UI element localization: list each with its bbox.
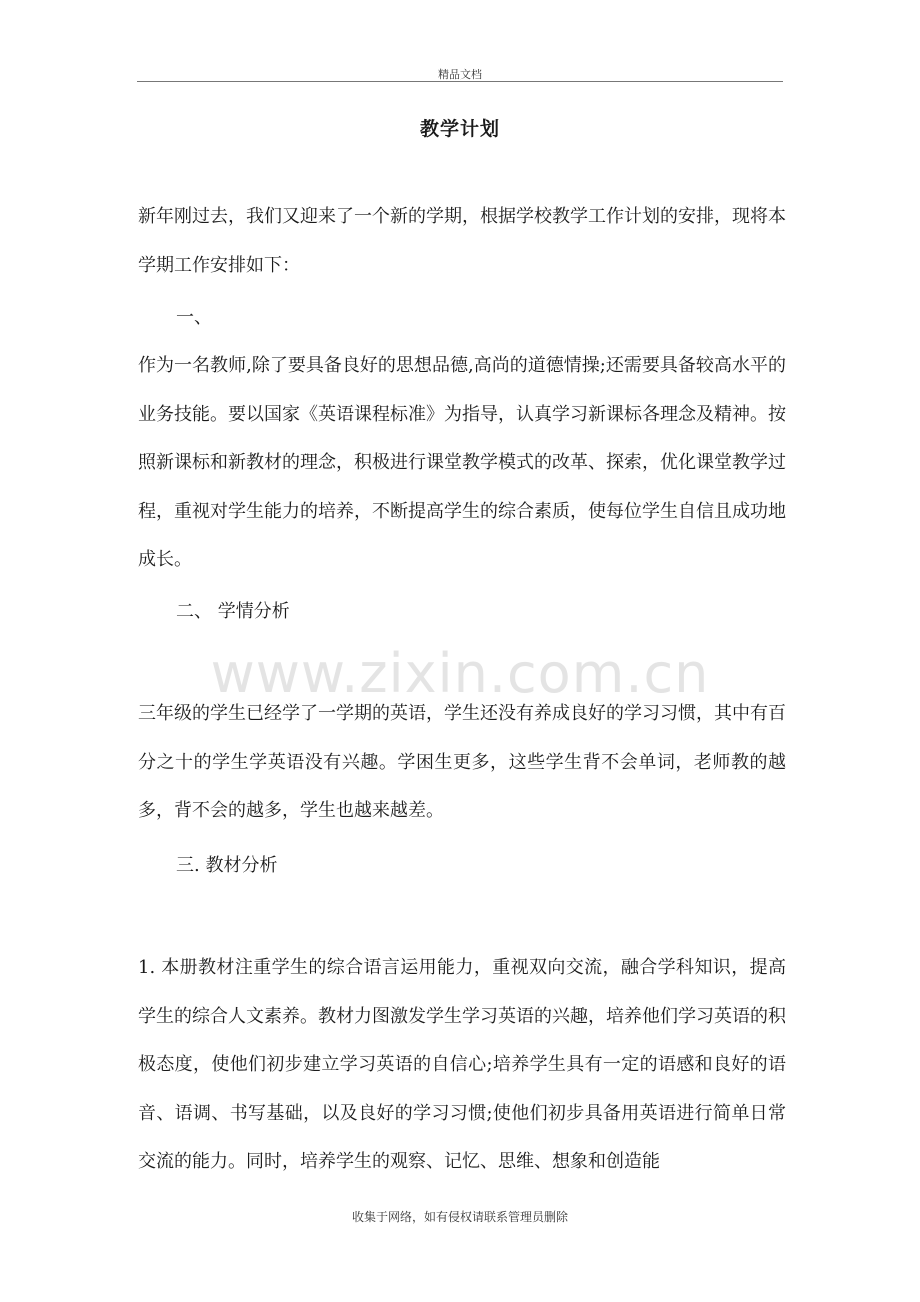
document-title: 教学计划 [419,118,500,140]
section-1-heading: 一、 [176,307,212,328]
section-2-paragraph: 三年级的学生已经学了一学期的英语，学生还没有养成良好的学习习惯，其中有百分之十的学生学英语没有兴趣。学困生更多，这些学生背不会单词，老师教的越多，背不会的越多，学生也越来越差。 [138,703,786,821]
section-1-paragraph: 作为一名教师,除了要具备良好的思想品德,高尚的道德情操;还需要具备较高水平的业务技能。要以国家《英语课程标准》为指导，认真学习新课标各理念及精神。按照新课标和新教材的理念，积极进行课堂教学模式的改革、探索，优化课堂教学过程，重视对学生能力的培养，不断提高学生的综合素质，使每位学生自信且成功地成长。 [138,355,786,570]
section-2-heading: 二、 学情分析 [176,601,290,622]
page-footer: 收集于网络，如有侵权请联系管理员删除 [351,1210,568,1224]
watermark: www.zixin.com.cn [210,642,710,705]
intro-paragraph: 新年刚过去，我们又迎来了一个新的学期，根据学校教学工作计划的安排，现将本学期工作安排如下： [138,206,786,276]
section-3-paragraph: 1. 本册教材注重学生的综合语言运用能力，重视双向交流，融合学科知识，提高学生的综合人文素养。教材力图激发学生学习英语的兴趣，培养他们学习英语的积极态度，使他们初步建立学习英语的自信心;培养学生具有一定的语感和良好的语音、语调、书写基础，以及良好的学习习惯;使他们初步具备用英语进行简单日常交流的能力。同时，培养学生的观察、记忆、思维、想象和创造能 [138,957,786,1172]
section-3-heading: 三. 教材分析 [176,855,278,876]
page-header: 精品文档 [438,68,482,81]
header-divider [137,81,783,82]
